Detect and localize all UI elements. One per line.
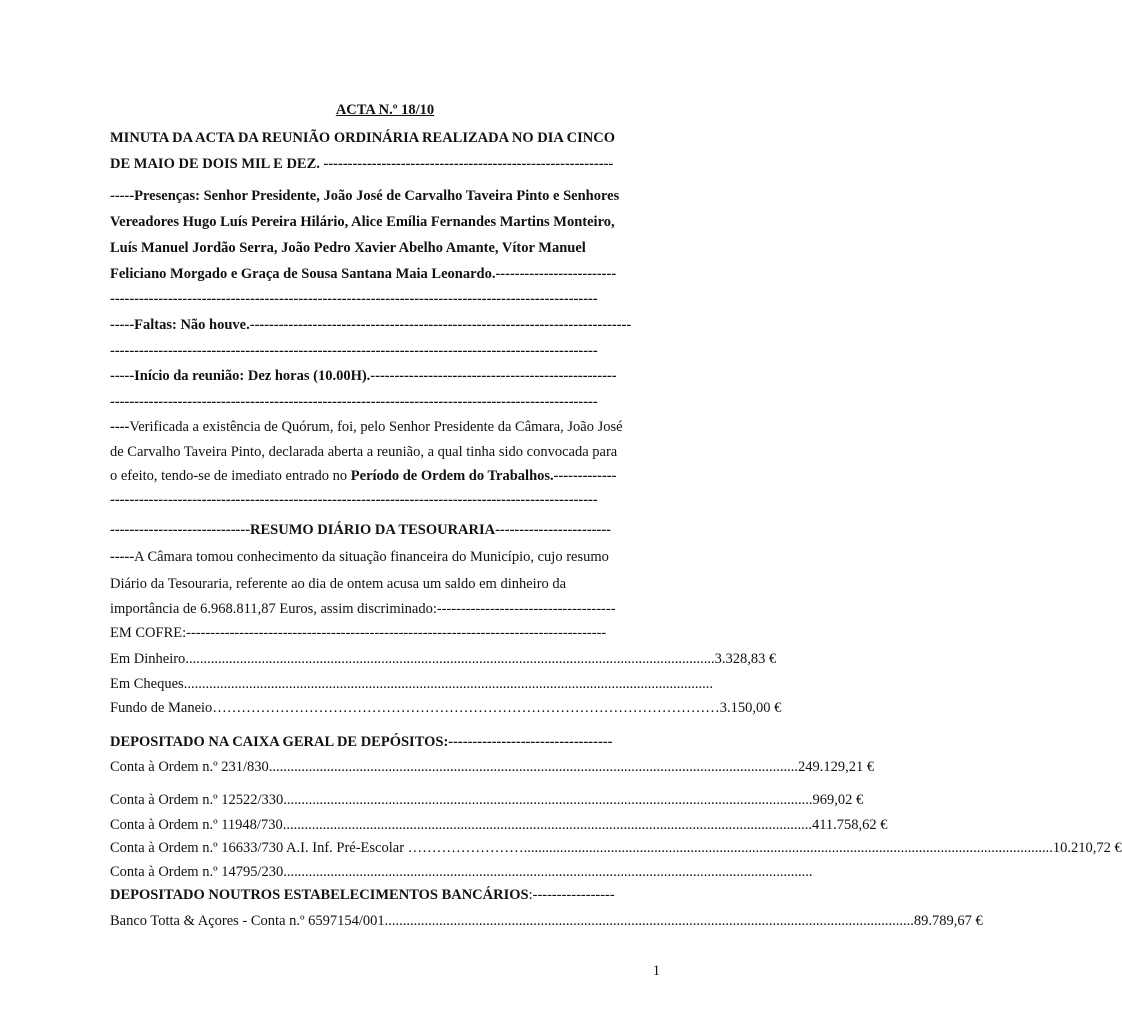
dot-leader: .................................................................................................................................................. (282, 817, 812, 833)
cash-value: 3.328,83 € (714, 651, 777, 667)
account-label: Conta à Ordem n.º 16633/730 A.I. Inf. Pré-Escolar …………………… (110, 840, 524, 856)
account-value: 969,02 € (812, 792, 864, 808)
quorum-text-3: o efeito, tendo-se de imediato entrado no (110, 468, 351, 484)
dot-leader: .................................................................................................................................................. (268, 759, 798, 775)
other-banks-heading (110, 886, 660, 904)
presences-line-2: Vereadores Hugo Luís Pereira Hilário, Alice Emília Fernandes Martins Monteiro, (110, 214, 615, 230)
other-banks-title: DEPOSITADO NOUTROS ESTABELECIMENTOS BANCÁRIOS (110, 887, 529, 903)
dot-leader: …………………………………………………………………………………………… (212, 700, 720, 716)
petty-cash-label: Fundo de Maneio (110, 700, 213, 716)
cgd-heading: DEPOSITADO NA CAIXA GERAL DE DEPÓSITOS:---------------------------------- (110, 734, 613, 750)
account-value: 89.789,67 € (913, 913, 983, 929)
petty-cash-row (110, 699, 782, 717)
presences-dashes: ----- (110, 188, 135, 204)
account-value: 10.210,72 € (1052, 840, 1122, 856)
dot-leader: .................................................................................................................................................. (384, 913, 914, 929)
dash-line: ----------------------------------------------------------------------------------------------------- (110, 394, 598, 410)
cash-row (110, 650, 777, 668)
account-row (110, 863, 813, 881)
heading-line-2: DE MAIO DE DOIS MIL E DEZ. ------------------------------------------------------------ (110, 156, 614, 172)
dash-line: ----------------------------------------------------------------------------------------------------- (110, 492, 598, 508)
council-dashes: ----- (110, 549, 135, 565)
dot-leader: .................................................................................................................................................. (185, 651, 715, 667)
cash-label: Em Dinheiro (110, 651, 186, 667)
presences-line-3: Luís Manuel Jordão Serra, João Pedro Xavier Abelho Amante, Vítor Manuel (110, 240, 586, 256)
account-value: 249.129,21 € (798, 759, 875, 775)
council-line-2: Diário da Tesouraria, referente ao dia de ontem acusa um saldo em dinheiro da (110, 576, 567, 592)
account-label: Conta à Ordem n.º 231/830 (110, 759, 269, 775)
account-label: Conta à Ordem n.º 14795/230 (110, 864, 284, 880)
account-row (110, 839, 1122, 857)
account-row (110, 758, 875, 776)
quorum-line-3 (110, 467, 660, 485)
council-text-1: A Câmara tomou conhecimento da situação financeira do Município, cujo resumo (134, 549, 609, 565)
petty-cash-value: 3.150,00 € (719, 700, 782, 716)
treasury-summary-heading: -----------------------------RESUMO DIÁRIO DA TESOURARIA------------------------ (110, 522, 611, 538)
safe-heading-text: EM COFRE:--------------------------------------------------------------------------------------- (110, 625, 607, 641)
quorum-line-2: de Carvalho Taveira Pinto, declarada aberta a reunião, a qual tinha sido convocada para (110, 444, 618, 460)
account-value: 411.758,62 € (811, 817, 888, 833)
account-label: Conta à Ordem n.º 11948/730 (110, 817, 283, 833)
dot-leader: .................................................................................................................................................. (283, 864, 813, 880)
dot-leader: .................................................................................................................................................. (523, 840, 1053, 856)
page-number: 1 (652, 963, 660, 979)
presences-line-4: Feliciano Morgado e Graça de Sousa Santana Maia Leonardo.------------------------- (110, 266, 617, 282)
quorum-text-1: Verificada a existência de Quórum, foi, pelo Senhor Presidente da Câmara, João José (129, 419, 623, 435)
quorum-dashes: ---- (110, 419, 130, 435)
safe-heading (110, 624, 660, 642)
quorum-trailing-dashes: ------------- (553, 468, 617, 484)
agenda-period: Período de Ordem do Trabalhos. (350, 468, 554, 484)
account-row (110, 912, 983, 930)
account-row (110, 791, 864, 809)
meeting-start-line: -----Início da reunião: Dez horas (10.00H).--------------------------------------------------- (110, 368, 617, 384)
dash-line: ----------------------------------------------------------------------------------------------------- (110, 291, 598, 307)
cheques-label: Em Cheques (110, 676, 184, 692)
account-label: Banco Totta & Açores - Conta n.º 6597154/001 (110, 913, 385, 929)
account-row (110, 816, 888, 834)
heading-line-1: MINUTA DA ACTA DA REUNIÃO ORDINÁRIA REALIZADA NO DIA CINCO (110, 130, 616, 146)
presences-line-1 (110, 187, 660, 205)
absences-line: -----Faltas: Não houve.------------------------------------------------------------------------------- (110, 317, 632, 333)
council-line-1 (110, 548, 660, 566)
dot-leader: .................................................................................................................................................. (283, 792, 813, 808)
quorum-line-1 (110, 418, 660, 436)
dot-leader: .................................................................................................................................................. (183, 676, 713, 692)
cheques-row (110, 675, 713, 693)
act-title: ACTA N.º 18/10 (335, 102, 435, 118)
presences-label: Presenças (134, 188, 196, 204)
dash-line: ----------------------------------------------------------------------------------------------------- (110, 343, 598, 359)
other-banks-dashes: :----------------- (528, 887, 615, 903)
council-line-3: importância de 6.968.811,87 Euros, assim discriminado:------------------------------------- (110, 601, 616, 617)
presences-text: : Senhor Presidente, João José de Carvalho Taveira Pinto e Senhores (195, 188, 620, 204)
account-label: Conta à Ordem n.º 12522/330 (110, 792, 284, 808)
